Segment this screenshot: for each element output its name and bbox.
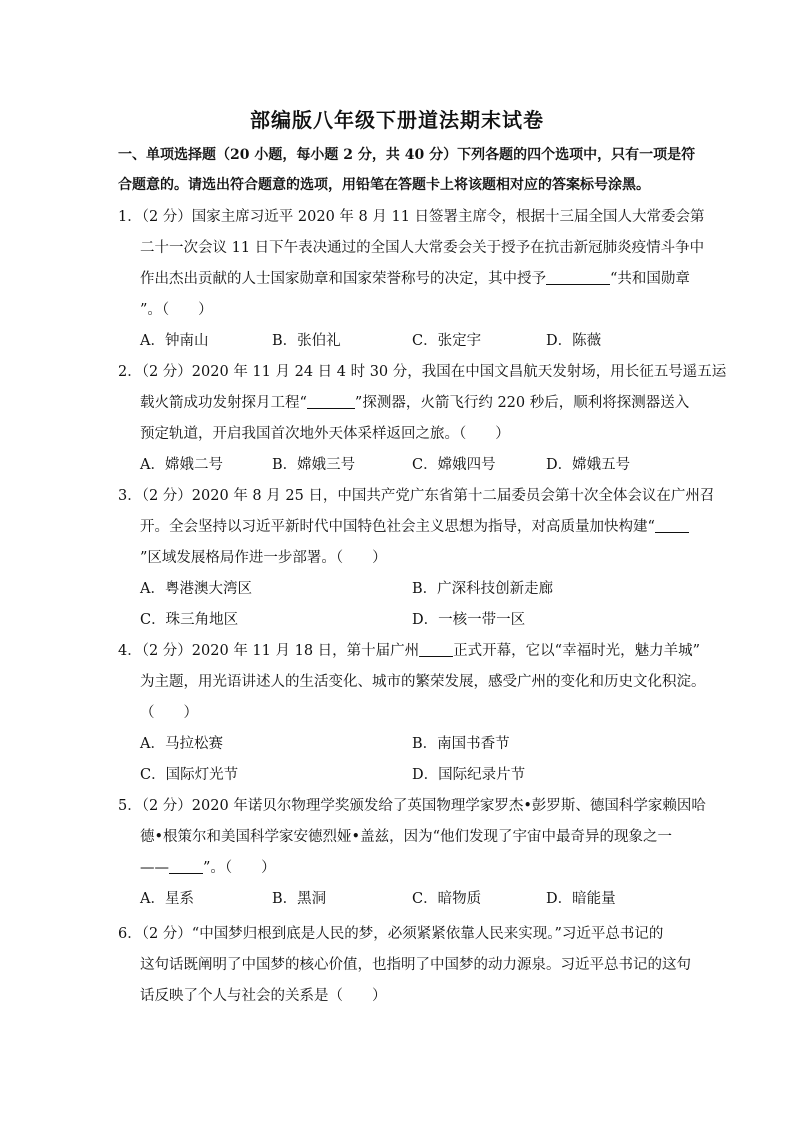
question-4-line-2: 为主题，用光语讲述人的生活变化、城市的繁荣发展，感受广州的变化和历史文化积淀。 (140, 674, 706, 690)
question-2 (118, 357, 727, 450)
option-c: C．国际灯光节 (140, 767, 239, 783)
question-4 (118, 636, 706, 729)
option-c: C．暗物质 (412, 891, 482, 907)
section-line-1: 一、单项选择题（20 小题，每小题 2 分，共 40 分）下列各题的四个选项中，只有一项是符 (118, 147, 696, 163)
answer-blank (419, 639, 453, 657)
question-5-line-1: 5．（2 分）2020 年诺贝尔物理学奖颁发给了英国物理学家罗杰•彭罗斯、德国科学家赖因哈 (118, 798, 706, 814)
option-a: A．嫦娥二号 (140, 457, 223, 473)
question-1-line-3 (118, 264, 690, 295)
option-b: B．嫦娥三号 (272, 457, 356, 473)
question-2-line-3: 预定轨道，开启我国首次地外天体采样返回之旅。（ ） (140, 426, 510, 442)
question-1-text-a: 作出杰出贡献的人士国家勋章和国家荣誉称号的决定，其中授予 (140, 271, 546, 287)
question-2-line-2 (118, 388, 690, 419)
question-3-line-1: 3．（2 分）2020 年 8 月 25 日，中国共产党广东省第十二届委员会第十次全体会议在广州召 (118, 488, 715, 504)
option-a: A．马拉松赛 (140, 736, 223, 752)
option-d: D．国际纪录片节 (412, 767, 526, 783)
question-5 (118, 791, 706, 884)
option-b: B．广深科技创新走廊 (412, 581, 554, 597)
option-d: D．暗能量 (546, 891, 616, 907)
question-3-line-2 (118, 512, 684, 543)
question-5-line-2: 德•根策尔和美国科学家安德烈娅•盖兹，因为“他们发现了宇宙中最奇异的现象之一 (140, 829, 673, 845)
question-6-line-3: 话反映了个人与社会的关系是（ ） (140, 988, 387, 1004)
answer-blank (655, 515, 689, 533)
exam-title: 部编版八年级下册道法期末试卷 (250, 108, 544, 132)
question-3-line-3: ”区域发展格局作进一步部署。（ ） (140, 550, 387, 566)
question-1-line-1: 1．（2 分）国家主席习近平 2020 年 8 月 11 日签署主席令，根据十三届全国人大常委会第 (118, 209, 705, 225)
question-1 (118, 202, 705, 326)
option-a: A．星系 (140, 891, 194, 907)
question-2-text-a: 载火箭成功发射探月工程“ (140, 395, 307, 411)
question-6-line-2: 这句话既阐明了中国梦的核心价值，也指明了中国梦的动力源泉。习近平总书记的这句 (140, 957, 691, 973)
question-4-line-1 (118, 636, 700, 667)
option-b: B．黑洞 (272, 891, 327, 907)
section-line-2: 合题意的。请选出符合题意的选项，用铅笔在答题卡上将该题相对应的答案标号涂黑。 (118, 177, 650, 193)
question-4-line-3: （ ） (140, 705, 198, 721)
option-d: D．嫦娥五号 (546, 457, 631, 473)
option-c: C．嫦娥四号 (412, 457, 496, 473)
answer-blank (546, 267, 610, 285)
question-2-text-b: ”探测器，火箭飞行约 220 秒后，顺利将探测器送入 (354, 395, 690, 411)
question-2-line-1: 2．（2 分）2020 年 11 月 24 日 4 时 30 分，我国在中国文昌航天发射场，用长征五号遥五运 (118, 364, 727, 380)
option-b: B．南国书香节 (412, 736, 510, 752)
question-6-line-1: 6．（2 分）“中国梦归根到底是人民的梦，必须紧紧依靠人民来实现。”习近平总书记的 (118, 926, 664, 942)
answer-blank (169, 856, 203, 874)
section-instructions (118, 140, 696, 200)
question-5-text-a: —— (140, 860, 169, 876)
question-1-line-4: ”。（ ） (140, 302, 213, 318)
option-b: B．张伯礼 (272, 333, 341, 349)
question-5-line-3 (118, 853, 684, 884)
option-a: A．钟南山 (140, 333, 209, 349)
option-a: A．粤港澳大湾区 (140, 581, 252, 597)
option-c: C．张定宇 (412, 333, 482, 349)
option-c: C．珠三角地区 (140, 612, 239, 628)
question-4-text-b: 正式开幕，它以“幸福时光，魅力羊城” (453, 643, 700, 659)
question-1-text-b: “共和国勋章 (610, 271, 690, 287)
question-1-line-2: 二十一次会议 11 日下午表决通过的全国人大常委会关于授予在抗击新冠肺炎疫情斗争中 (140, 240, 705, 256)
question-5-text-b: ”。（ ） (203, 860, 276, 876)
question-4-text-a: 4．（2 分）2020 年 11 月 18 日，第十届广州 (118, 643, 420, 659)
question-6 (118, 919, 691, 1012)
option-d: D．一核一带一区 (412, 612, 526, 628)
question-3 (118, 481, 715, 574)
question-3-text-a: 开。全会坚持以习近平新时代中国特色社会主义思想为指导，对高质量加快构建“ (140, 519, 655, 535)
option-d: D．陈薇 (546, 333, 602, 349)
answer-blank (307, 391, 355, 409)
